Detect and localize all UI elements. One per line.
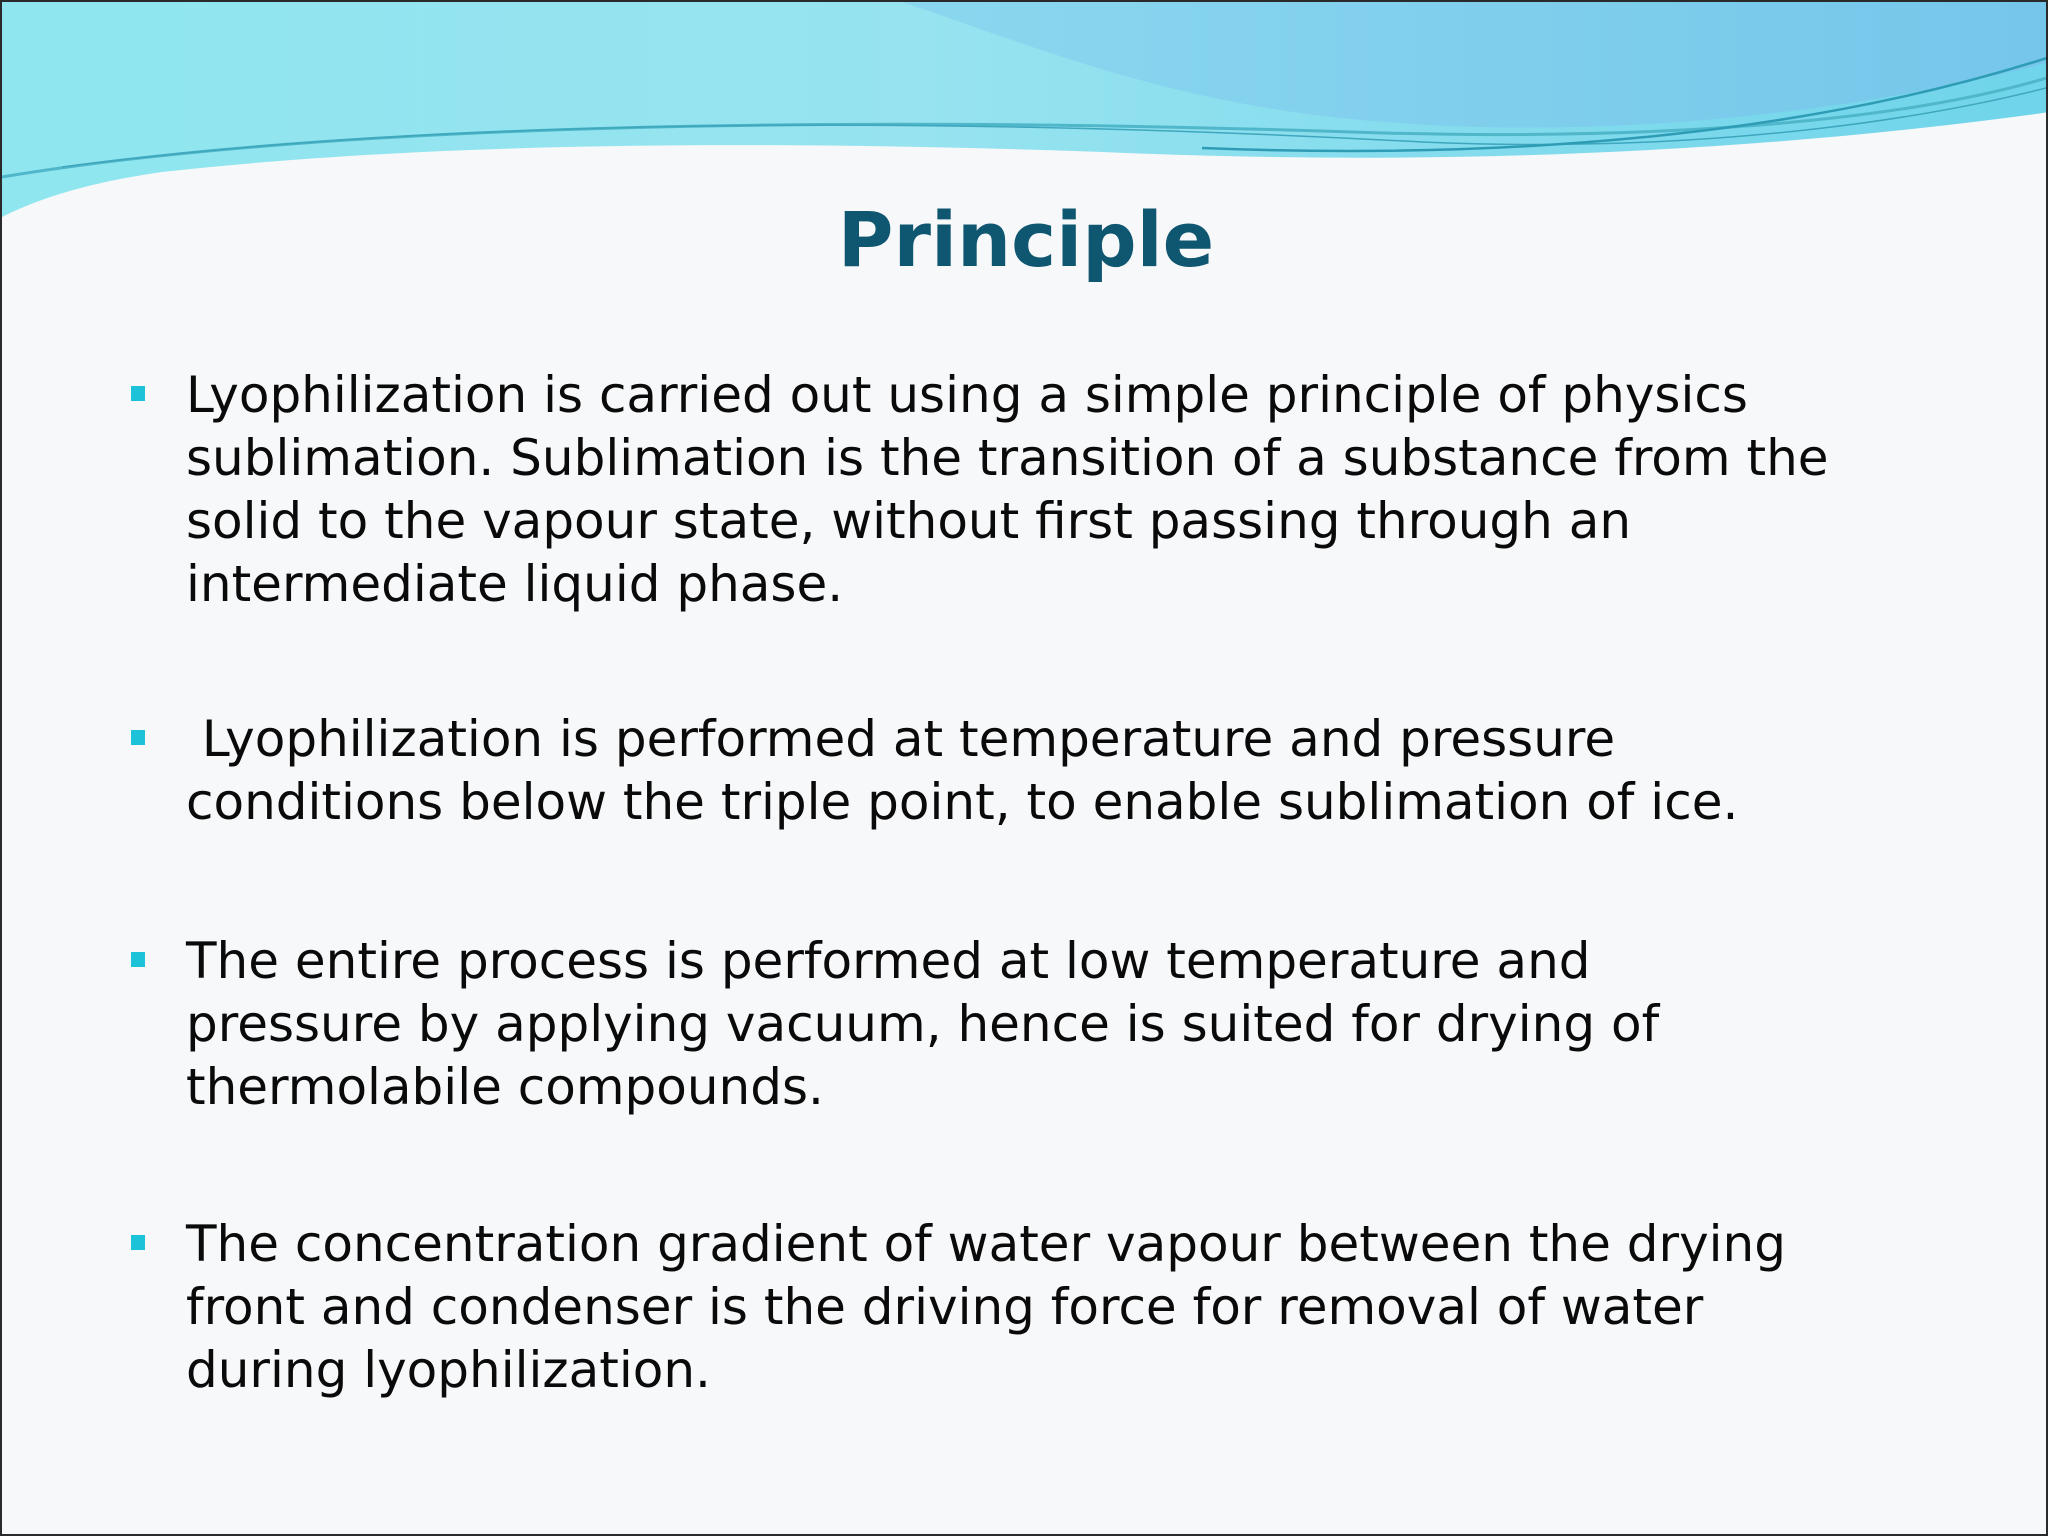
bullet-text: Lyophilization is carried out using a simple principle of physics sublimation. Sublimation is the transition of a substance from the solid to the vapour state, without first passing through an intermediate liquid phase. — [186, 366, 1829, 613]
bullet-item-triple-point — [186, 708, 1976, 834]
slide-title: Principle — [837, 195, 1215, 284]
bullet-item-sublimation — [186, 364, 1976, 616]
bullet-text: The concentration gradient of water vapour between the drying front and condenser is the driving force for removal of water during lyophilization. — [186, 1215, 1786, 1399]
square-bullet-icon — [131, 952, 145, 967]
bullet-text: Lyophilization is performed at temperature and pressure conditions below the triple point, to enable sublimation of ice. — [186, 710, 1739, 831]
bullet-item-low-temperature — [186, 930, 1976, 1119]
square-bullet-icon — [131, 730, 145, 745]
bullet-item-concentration-gradient — [186, 1213, 1976, 1402]
bullet-text: The entire process is performed at low temperature and pressure by applying vacuum, hence is suited for drying of thermolabile compounds. — [186, 932, 1660, 1116]
square-bullet-icon — [131, 386, 145, 401]
square-bullet-icon — [131, 1235, 145, 1250]
